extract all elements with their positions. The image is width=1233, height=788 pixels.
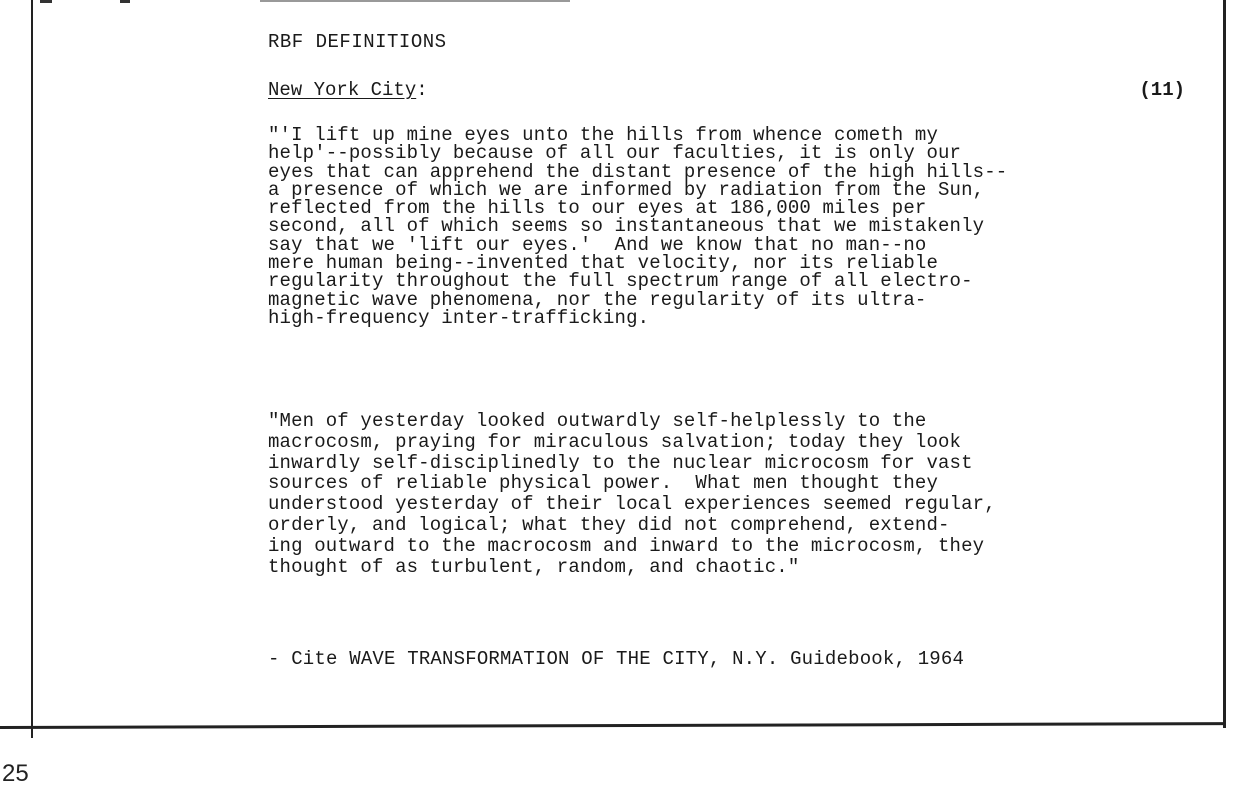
card-border-bottom [0, 722, 1226, 729]
card-number: (11) [1139, 79, 1185, 101]
card-border-left [31, 0, 33, 738]
quote-paragraph-2: "Men of yesterday looked outwardly self-helplessly to the macrocosm, praying for miraculous salvation; today they look inwardly self-disciplinedly to the nuclear microcosm for vast sources of reliable physical power. What men thought they understood yesterday of their local experiences seemed regular, orderly, and logical; what they did not comprehend, extend- ing outward to the macrocosm and inward to the microcosm, they thought of as turbulent, random, and chaotic." [268, 410, 996, 578]
card-border-right [1223, 0, 1226, 728]
card-header: RBF DEFINITIONS [268, 31, 447, 53]
footer-page-number: 25 [2, 760, 29, 787]
top-rule-fragment [120, 0, 130, 3]
citation: - Cite WAVE TRANSFORMATION OF THE CITY, N.Y. Guidebook, 1964 [268, 648, 965, 670]
quote-paragraph-1: "'I lift up mine eyes unto the hills from whence cometh my help'--possibly because of all our faculties, it is only our eyes that can apprehend the distant presence of the high hills-- a presence of which we are informed by radiation from the Sun, reflected from the hills to our eyes at 186,000 miles per second, all of which seems so instantaneous that we mistakenly say that we 'lift our eyes.' And we know that no man--no mere human being--invented that velocity, nor its reliable regularity throughout the full spectrum range of all electro- magnetic wave phenomena, nor the regularity of its ultra- high-frequency inter-trafficking. [268, 124, 1008, 329]
subject-heading: New York City [268, 79, 417, 101]
top-rule-fragment [260, 0, 570, 2]
top-rule-fragment [40, 0, 52, 3]
subject-colon: : [416, 79, 428, 101]
subject-row [268, 79, 1185, 101]
